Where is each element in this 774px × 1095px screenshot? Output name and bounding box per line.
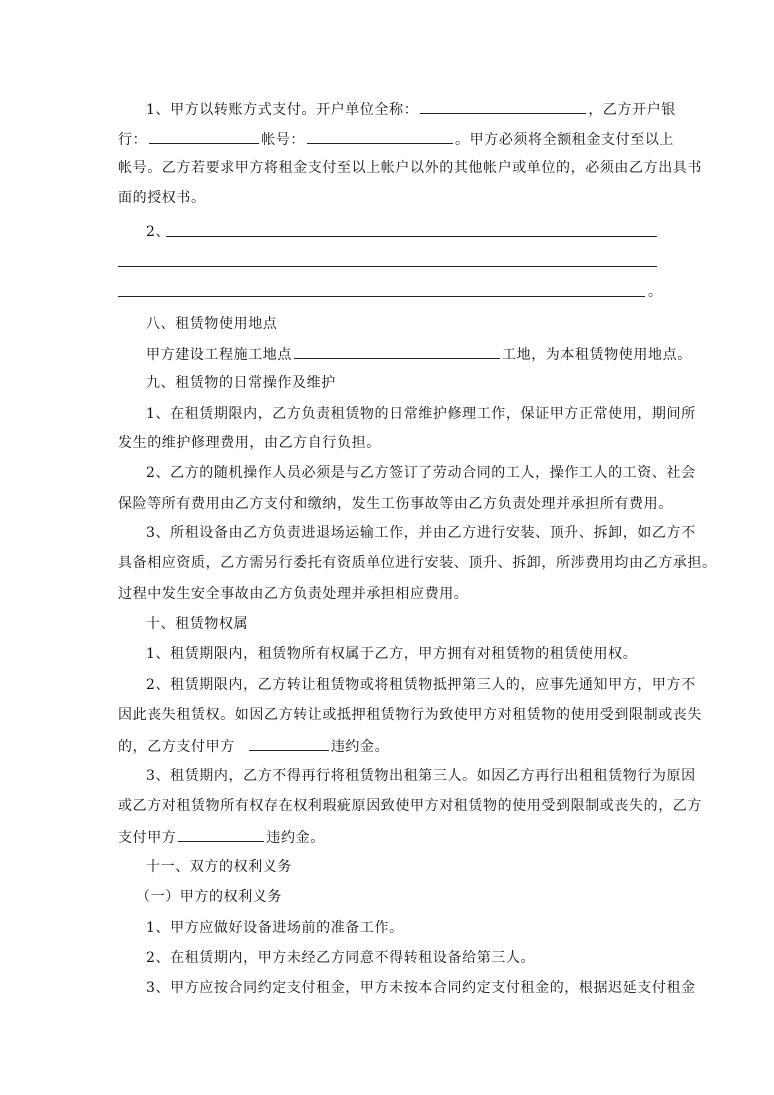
payment-clause-text: 行： [118, 132, 148, 148]
section-heading-operation-maintenance: 九、租赁物的日常操作及维护 [146, 375, 336, 391]
account-holder-name-blank[interactable] [420, 98, 586, 114]
party-a-obligation-3: 3、甲方应按合同约定支付租金，甲方未按本合同约定支付租金的，根据迟延支付租金 [146, 980, 696, 996]
item2-blank-line-2[interactable] [118, 266, 657, 267]
bank-name-blank[interactable] [149, 128, 259, 144]
ownership-clause-2-line-2: 因此丧失租赁权。如因乙方转让或抵押租赁物行为致使甲方对租赁物的使用受到限制或丧失 [118, 707, 702, 723]
usage-location-text: 工地，为本租赁物使用地点。 [502, 347, 692, 363]
payment-clause-line-3: 帐号。乙方若要求甲方将租金支付至以上帐户以外的其他帐户或单位的，必须由乙方出具书 [118, 160, 702, 176]
item2-number: 2、 [146, 224, 171, 240]
maintenance-clause-1-line-2: 发生的维护修理费用，由乙方自行负担。 [118, 435, 381, 451]
payment-clause-text: 。甲方必须将全额租金支付至以上 [455, 132, 675, 148]
maintenance-clause-3-line-3: 过程中发生安全事故由乙方负责处理并承担相应费用。 [118, 586, 469, 602]
item2-end-period: 。 [648, 284, 662, 300]
section-heading-usage-location: 八、租赁物使用地点 [146, 316, 278, 332]
item2-blank-line-1[interactable] [166, 236, 657, 237]
penalty-amount-blank-2[interactable] [178, 826, 264, 842]
item2-blank-line-3[interactable] [118, 296, 645, 297]
subsection-heading-party-a: （一）甲方的权利义务 [136, 889, 282, 905]
maintenance-clause-3-line-1: 3、所租设备由乙方负责进退场运输工作，并由乙方进行安装、顶升、拆卸，如乙方不 [146, 525, 696, 541]
account-number-blank[interactable] [307, 128, 453, 144]
usage-location-line [146, 343, 692, 365]
ownership-clause-3-line-1: 3、租赁期内，乙方不得再行将租赁物出租第三人。如因乙方再行出租租赁物行为原因 [146, 768, 696, 784]
party-a-obligation-1: 1、甲方应做好设备进场前的准备工作。 [146, 920, 404, 936]
payment-clause-text: ，乙方开户银 [588, 102, 676, 118]
ownership-clause-2-line-1: 2、租赁期限内，乙方转让租赁物或将租赁物抵押第三人的，应事先通知甲方，甲方不 [146, 677, 696, 693]
payment-clause-line-4: 面的授权书。 [118, 190, 206, 206]
ownership-clause-3-line-2: 或乙方对租赁物所有权存在权利瑕疵原因致使甲方对租赁物的使用受到限制或丧失的，乙方 [118, 798, 702, 814]
section-heading-ownership: 十、租赁物权属 [146, 616, 249, 632]
maintenance-clause-1-line-1: 1、在租赁期限内，乙方负责租赁物的日常维护修理工作，保证甲方正常使用，期间所 [146, 406, 696, 422]
penalty-amount-blank-1[interactable] [249, 735, 329, 751]
ownership-clause-text: 违约金。 [330, 739, 390, 755]
maintenance-clause-2-line-1: 2、乙方的随机操作人员必须是与乙方签订了劳动合同的工人，操作工人的工资、社会 [146, 465, 696, 481]
ownership-clause-text: 的，乙方支付甲方 [118, 739, 235, 755]
party-a-obligation-2: 2、在租赁期内，甲方未经乙方同意不得转租设备给第三人。 [146, 950, 536, 966]
ownership-clause-1: 1、租赁期限内，租赁物所有权属于乙方，甲方拥有对租赁物的租赁使用权。 [146, 646, 638, 662]
ownership-clause-2-line-3 [118, 735, 389, 757]
payment-clause-line-2 [118, 128, 674, 150]
usage-location-text: 甲方建设工程施工地点 [146, 347, 292, 363]
ownership-clause-text: 违约金。 [266, 830, 325, 846]
ownership-clause-text: 支付甲方 [118, 830, 177, 846]
ownership-clause-3-line-3 [118, 826, 325, 848]
maintenance-clause-2-line-2: 保险等所有费用由乙方支付和缴纳，发生工伤事故等由乙方负责处理并承担所有费用。 [118, 496, 673, 512]
maintenance-clause-3-line-2: 具备相应资质，乙方需另行委托有资质单位进行安装、顶升、拆卸，所涉费用均由乙方承担。 [118, 555, 717, 571]
payment-clause-text: 1、甲方以转账方式支付。开户单位全称： [146, 102, 419, 118]
site-location-blank[interactable] [294, 343, 500, 359]
payment-clause-line-1 [146, 98, 676, 120]
payment-clause-text: 帐号： [261, 132, 306, 148]
section-heading-rights-obligations: 十一、双方的权利义务 [146, 859, 292, 875]
